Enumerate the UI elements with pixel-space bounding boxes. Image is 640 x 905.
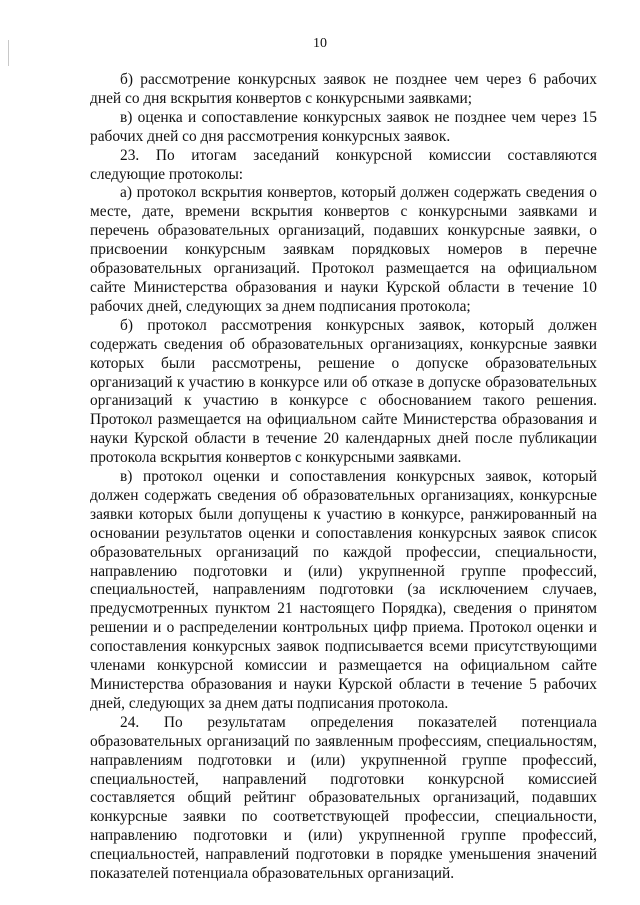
paragraph-22v: в) оценка и сопоставление конкурсных заявок не позднее чем через 15 рабочих дней со дня рассмотрения конкурсных заявок. — [90, 108, 597, 145]
paragraph-23b: б) протокол рассмотрения конкурсных заявок, который должен содержать сведения об образовательных организациях, конкурсные заявки которых были рассмотрены, решение о допуске образовательных организаций к участию в конкурсе или об отказе в допуске образовательных организаций к участию в конкурсе с обоснованием такого решения. Протокол размещается на официальном сайте Министерства образования и науки Курской области в течение 20 календарных дней после публикации протокола вскрытия конвертов с конкурсными заявками. — [90, 316, 597, 467]
paragraph-23v: в) протокол оценки и сопоставления конкурсных заявок, который должен содержать сведения об образовательных организациях, конкурсные заявки которых были допущены к участию в конкурсе, ранжированный на основании результатов оценки и сопоставления конкурсных заявок список образовательных организаций по каждой профессии, специальности, направлению подготовки и (или) укрупненной группе профессий, специальностей, направлениям подготовки (за исключением случаев, предусмотренных пунктом 21 настоящего Порядка), сведения о принятом решении и о распределении контрольных цифр приема. Протокол оценки и сопоставления конкурсных заявок подписывается всеми присутствующими членами конкурсной комиссии и размещается на официальном сайте Министерства образования и науки Курской области в течение 5 рабочих дней, следующих за днем даты подписания протокола. — [90, 468, 597, 712]
paragraph-22b: б) рассмотрение конкурсных заявок не позднее чем через 6 рабочих дней со дня вскрытия конвертов с конкурсными заявками; — [90, 71, 597, 107]
page-number: 10 — [313, 36, 327, 51]
document-body — [90, 71, 597, 884]
paragraph-24: 24. По результатам определения показателей потенциала образовательных организаций по заявленным профессиям, специальностям, направлениям подготовки и (или) укрупненной группе профессий, специальностей, направлений подготовки конкурсной комиссией составляется общий рейтинг образовательных организаций, подавших конкурсные заявки по соответствующей профессии, специальности, направлению подготовки и (или) укрупненной группе профессий, специальностей, направлений подготовки в порядке уменьшения значений показателей потенциала образовательных организаций. — [90, 713, 597, 883]
paragraph-23a: а) протокол вскрытия конвертов, который должен содержать сведения о месте, дате, времени вскрытия конвертов с конкурсными заявками и перечень образовательных организаций, подавших конкурсные заявки, о присвоении конкурсным заявкам порядковых номеров в перечне образовательных организаций. Протокол размещается на официальном сайте Министерства образования и науки Курской области в течение 10 рабочих дней, следующих за днем подписания протокола; — [90, 184, 597, 315]
paragraph-23: 23. По итогам заседаний конкурсной комиссии составляются следующие протоколы: — [90, 146, 597, 183]
